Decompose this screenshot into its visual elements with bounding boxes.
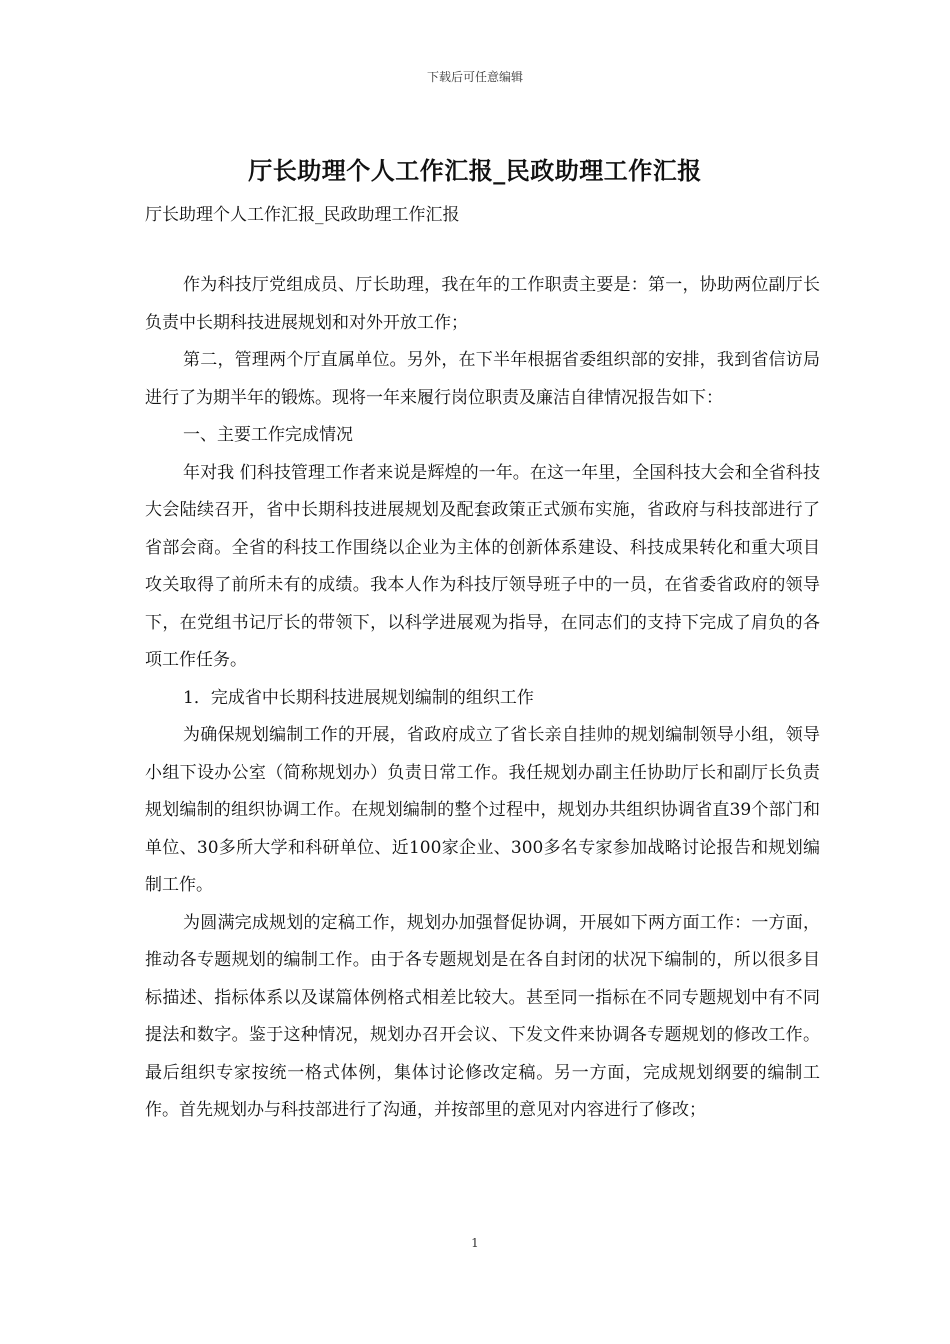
paragraph: 年对我 们科技管理工作者来说是辉煌的一年。在这一年里，全国科技大会和全省科技大会陆续召开，省中长期科技进展规划及配套政策正式颁布实施，省政府与科技部进行了省部会商。全省的科技工作围绕以企业为主体的创新体系建设、科技成果转化和重大项目攻关取得了前所未有的成绩。我本人作为科技厅领导班子中的一员，在省委省政府的领导下，在党组书记厅长的带领下，以科学进展观为指导，在同志们的支持下完成了肩负的各项工作任务。 (145, 462, 820, 670)
document-title: 厅长助理个人工作汇报_民政助理工作汇报 (248, 156, 702, 185)
section-heading: 一、主要工作完成情况 (183, 425, 353, 445)
paragraph: 第二，管理两个厅直属单位。另外，在下半年根据省委组织部的安排，我到省信访局进行了为期半年的锻炼。现将一年来履行岗位职责及廉洁自律情况报告如下： (145, 350, 820, 408)
paragraph: 为确保规划编制工作的开展，省政府成立了省长亲自挂帅的规划编制领导小组，领导小组下设办公室（简称规划办）负责日常工作。我任规划办副主任协助厅长和副厅长负责规划编制的组织协调工作。在规划编制的整个过程中，规划办共组织协调省直39个部门和单位、30多所大学和科研单位、近100家企业、300多名专家参加战略讨论报告和规划编制工作。 (145, 725, 820, 895)
subsection-heading: 1．完成省中长期科技进展规划编制的组织工作 (183, 687, 534, 708)
header-note: 下载后可任意编辑 (426, 70, 523, 84)
page-number: 1 (471, 1236, 479, 1250)
paragraph: 为圆满完成规划的定稿工作，规划办加强督促协调，开展如下两方面工作：一方面，推动各专题规划的编制工作。由于各专题规划是在各自封闭的状况下编制的，所以很多目标描述、指标体系以及谋篇体例格式相差比较大。甚至同一指标在不同专题规划中有不同提法和数字。鉴于这种情况，规划办召开会议、下发文件来协调各专题规划的修改工作。最后组织专家按统一格式体例，集体讨论修改定稿。另一方面，完成规划纲要的编制工作。首先规划办与科技部进行了沟通，并按部里的意见对内容进行了修改； (145, 912, 820, 1120)
document-body (145, 267, 820, 1130)
document-subtitle: 厅长助理个人工作汇报_民政助理工作汇报 (145, 205, 460, 225)
paragraph: 作为科技厅党组成员、厅长助理，我在年的工作职责主要是：第一，协助两位副厅长负责中长期科技进展规划和对外开放工作； (145, 275, 820, 333)
